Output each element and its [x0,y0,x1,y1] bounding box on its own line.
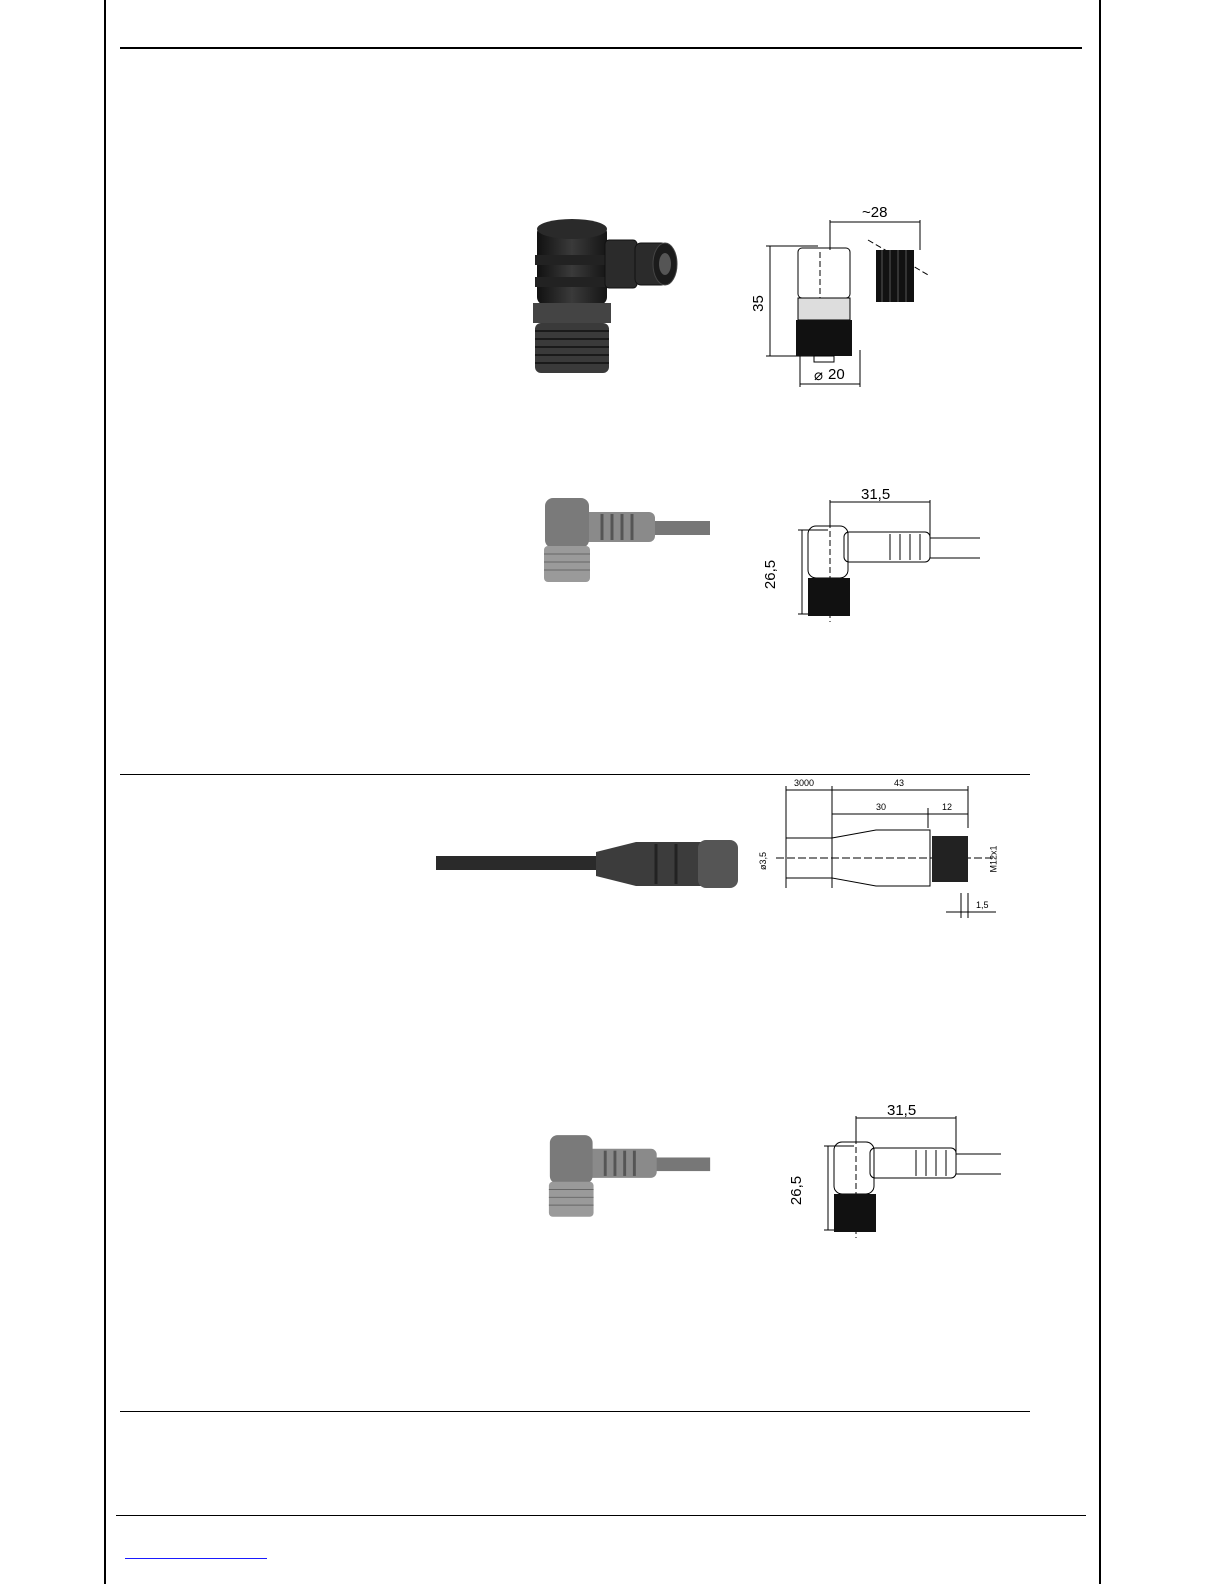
drawing-3 [756,778,1006,923]
top-rule [120,47,1082,49]
dim-width-label: 31,5 [887,1102,917,1119]
dim-body-label: 30 [876,802,887,812]
dim-diameter-label: ø3,5 [758,851,769,871]
drawing-1 [748,200,948,395]
footer-link[interactable] [125,1558,267,1559]
dim-height-label: 26,5 [788,1175,806,1206]
angled-cable-connector-photo [540,488,715,588]
drawing-2 [760,482,990,627]
right-border [1099,0,1101,1584]
left-border [104,0,106,1584]
dim-height-label: 26,5 [762,559,780,590]
section-rule-2 [120,1411,1030,1412]
drawing-4 [786,1098,1016,1243]
dim-diameter-label: 20 [828,366,845,383]
footer-rule [116,1515,1086,1516]
dim-gap-label: 1,5 [976,900,989,910]
dim-width-label: ~28 [862,204,888,221]
diameter-icon: ⌀ [814,367,824,384]
dim-width-label: 31,5 [861,486,891,503]
straight-connector-photo [436,836,741,892]
dim-head-label: 12 [942,802,953,812]
dim-height-label: 35 [749,295,767,312]
dim-thread-label: M12x1 [988,845,999,873]
dim-total-label: 43 [894,778,905,788]
angled-connector-photo [525,215,685,380]
angled-cable-connector-photo-2 [545,1124,715,1224]
dim-cable-label: 3000 [794,778,815,788]
section-rule-1 [120,774,1030,775]
